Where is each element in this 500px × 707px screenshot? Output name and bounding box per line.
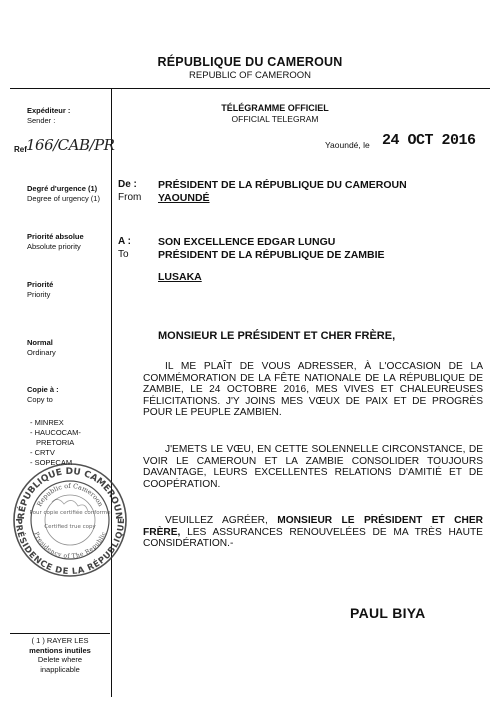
paragraph-3 <box>143 515 483 550</box>
presidency-seal-stamp <box>12 462 128 578</box>
ref-handwritten-value: 166/CAB/PR <box>26 136 115 154</box>
telegram-title-fr: TÉLÉGRAMME OFFICIEL <box>221 103 329 113</box>
seal-inner-top: Republic of Cameroon <box>35 481 105 508</box>
closing-part-b: MONSIEUR LE PRÉSIDENT ET CHER FRÈRE, <box>143 515 483 538</box>
seal-outer-bottom: PRÉSIDENCE DE LA RÉPUBLIQUE <box>13 518 127 577</box>
copy-item: PRETORIA <box>36 438 75 447</box>
normal-en: Ordinary <box>27 347 56 357</box>
copy-label-en: Copy to <box>27 394 53 404</box>
footnote-line3: Delete where <box>37 655 83 664</box>
priority-fr: Priorité <box>27 280 54 289</box>
footnote-line2: mentions inutiles <box>29 645 91 655</box>
footnote-line1: ( 1 ) RAYER LES <box>31 636 89 645</box>
sender-block <box>27 106 70 125</box>
sender-label-en: Sender : <box>27 115 56 125</box>
urgency-label-fr: Degré d'urgence (1) <box>27 184 98 193</box>
ref-label: Ref <box>14 145 27 154</box>
from-city: YAOUNDÉ <box>158 192 210 204</box>
absolute-priority-fr: Priorité absolue <box>27 232 84 241</box>
date-label: Yaoundé, le <box>325 140 370 150</box>
paragraph-2: J'EMETS LE VŒU, EN CETTE SOLENNELLE CIRCONSTANCE, DE VOIR LE CAMEROUN ET LA ZAMBIE CONSOLIDER TOUJOURS DAVANTAGE, LEURS EXCELLENTES RELATIONS D'AMITIÉ ET DE COOPÉRATION. <box>143 444 483 490</box>
republic-title-en: REPUBLIC OF CAMEROON <box>189 70 311 81</box>
priority-en: Priority <box>27 289 51 299</box>
from-label-en: From <box>118 192 142 203</box>
urgency-label-en: Degree of urgency (1) <box>27 193 100 203</box>
to-line1: SON EXCELLENCE EDGAR LUNGU <box>158 236 336 248</box>
footnote-line4: inapplicable <box>40 664 80 674</box>
seal-inner-bottom: Presidency of The Republic <box>32 530 108 561</box>
date-stamp: 24 OCT 2016 <box>382 132 476 149</box>
normal-block <box>27 338 56 357</box>
to-line2: PRÉSIDENT DE LA RÉPUBLIQUE DE ZAMBIE <box>158 249 385 261</box>
copy-item: - CRTV <box>30 448 55 457</box>
footnote <box>10 636 110 674</box>
copy-item: - SOPECAM <box>30 458 73 467</box>
republic-title-fr: RÉPUBLIQUE DU CAMEROUN <box>157 55 343 69</box>
closing-part-c: LES ASSURANCES RENOUVELÉES DE MA TRÈS HAUTE CONSIDÉRATION.- <box>143 526 483 550</box>
signature-name: PAUL BIYA <box>350 605 426 621</box>
seal-center-en: Certified true copy <box>44 524 96 530</box>
copy-item: - MINREX <box>30 418 64 427</box>
to-label-fr: A : <box>118 236 131 247</box>
copy-block <box>27 385 59 404</box>
seal-center-fr: Pour copie certifiée conforme <box>29 510 111 516</box>
urgency-block <box>27 184 100 203</box>
salutation: MONSIEUR LE PRÉSIDENT ET CHER FRÈRE, <box>158 330 396 342</box>
paragraph-1: IL ME PLAÎT DE VOUS ADRESSER, À L'OCCASION DE LA COMMÉMORATION DE LA FÊTE NATIONALE DE LA RÉPUBLIQUE DE ZAMBIE, LE 24 OCTOBRE 2016, MES VIVES ET CHALEUREUSES FÉLICITATIONS. J'Y JOINS MES VŒUX DE PAIX ET DE PROGRÈS POUR LE PEUPLE ZAMBIEN. <box>143 361 483 419</box>
absolute-priority-en: Absolute priority <box>27 241 81 251</box>
priority-block <box>27 280 53 299</box>
closing-part-a: VEUILLEZ AGRÉER, <box>165 515 268 526</box>
seal-outer-top: RÉPUBLIQUE DU CAMEROUN <box>16 466 124 520</box>
sender-label-fr: Expéditeur : <box>27 106 71 115</box>
sidebar-divider <box>111 88 112 697</box>
copy-label-fr: Copie à : <box>27 385 59 394</box>
from-line1: PRÉSIDENT DE LA RÉPUBLIQUE DU CAMEROUN <box>158 179 407 191</box>
to-label-en: To <box>118 249 129 260</box>
copy-item: - HAUCOCAM- <box>30 428 81 437</box>
telegram-title-en: OFFICIAL TELEGRAM <box>231 114 319 124</box>
header-divider <box>10 88 490 89</box>
to-city: LUSAKA <box>158 271 202 283</box>
normal-fr: Normal <box>27 338 53 347</box>
from-label-fr: De : <box>118 179 137 190</box>
copy-list <box>30 418 81 468</box>
footnote-divider <box>10 633 110 634</box>
absolute-priority-block <box>27 232 84 251</box>
